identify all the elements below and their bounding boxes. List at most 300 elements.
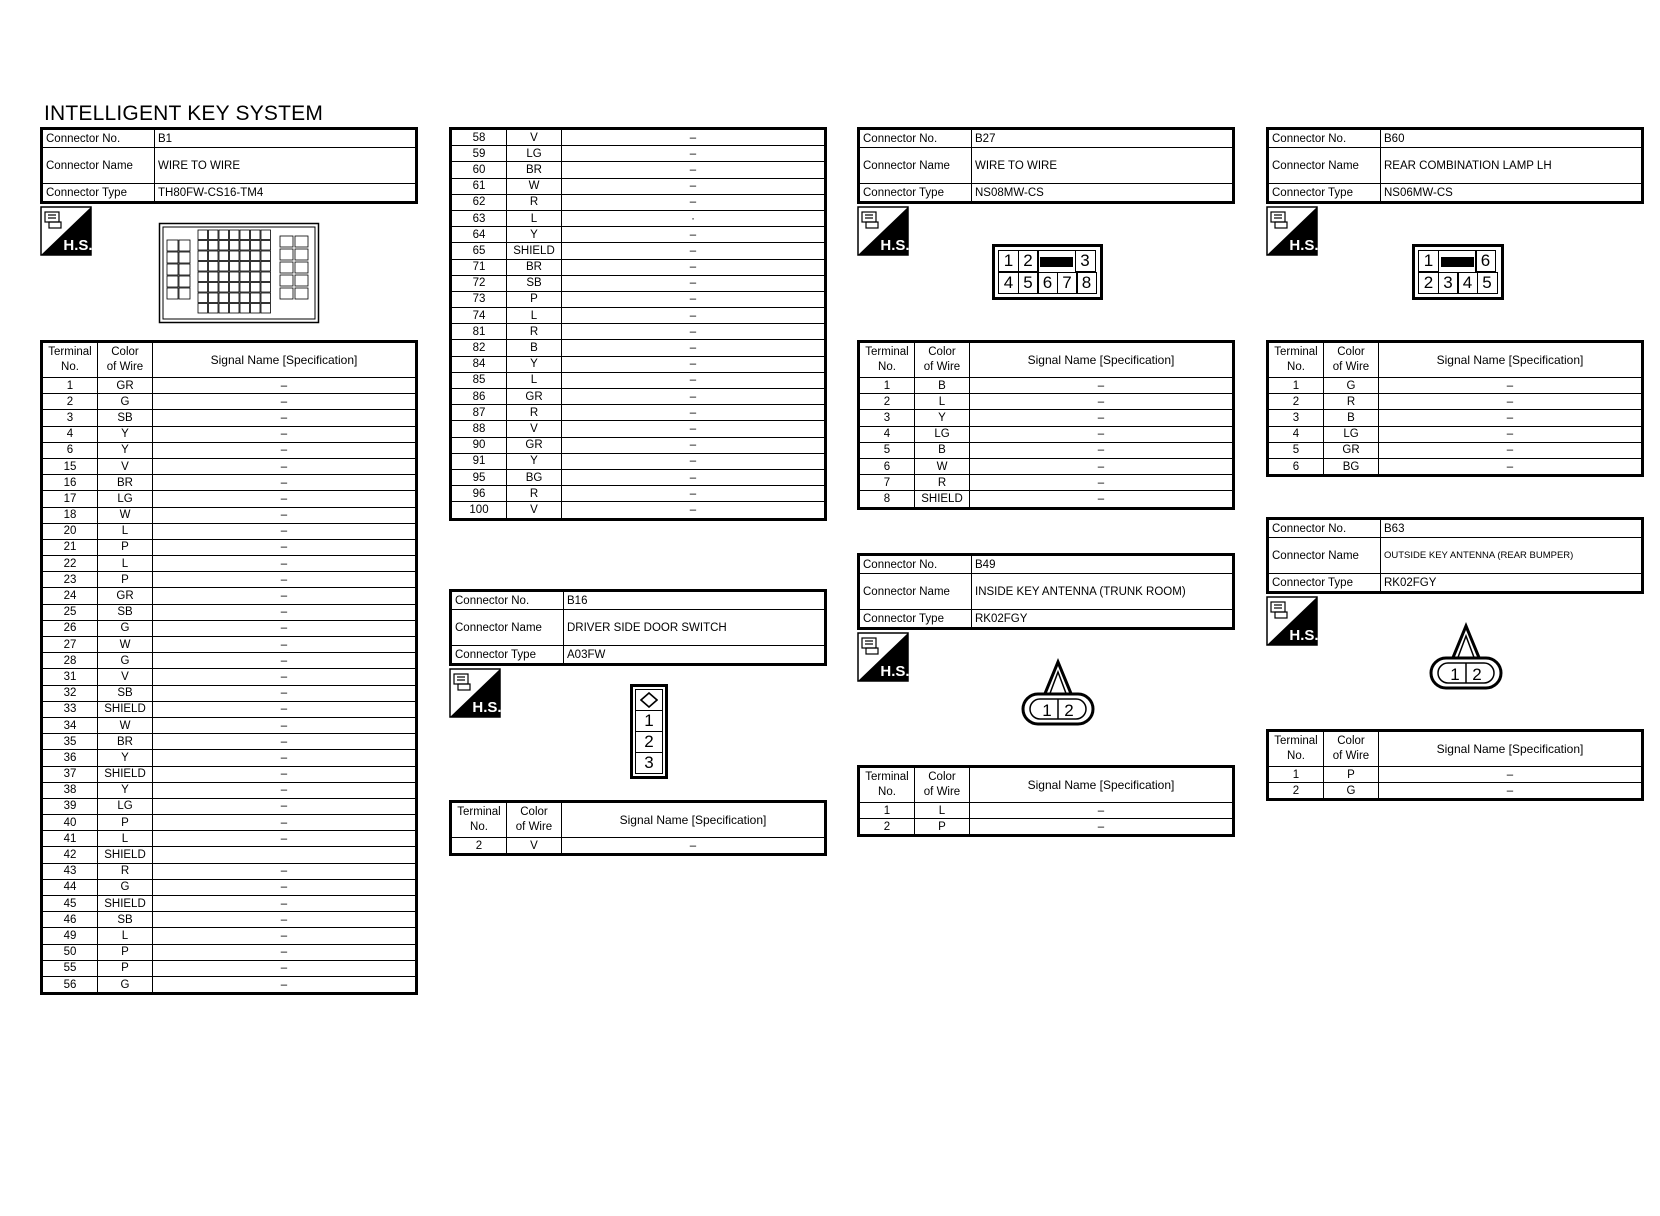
- pin-5: 5: [1018, 272, 1039, 294]
- terminal-no-cell: 59: [451, 146, 507, 162]
- terminal-no-cell: 2: [42, 394, 98, 410]
- signal-name-cell: –: [153, 831, 417, 847]
- table-row: [42, 539, 417, 555]
- table-row: [451, 372, 826, 388]
- wire-color-cell: L: [915, 394, 970, 410]
- terminal-no-cell: 33: [42, 701, 98, 717]
- table-row: [451, 324, 826, 340]
- terminal-no-cell: 63: [451, 210, 507, 226]
- pin-1: 1: [1450, 665, 1460, 684]
- terminal-no-cell: 8: [859, 491, 915, 508]
- table-row: [42, 523, 417, 539]
- table-row: [42, 960, 417, 976]
- table-row: [451, 502, 826, 519]
- connector-b27-panel: [857, 127, 1235, 204]
- signal-name-cell: –: [562, 469, 826, 485]
- connector-no-label: Connector No.: [42, 129, 155, 148]
- connector-type-label: Connector Type: [1268, 184, 1381, 203]
- table-row: [42, 976, 417, 993]
- wire-color-cell: P: [98, 539, 153, 555]
- signal-name-cell: –: [153, 976, 417, 993]
- signal-name-cell: –: [153, 750, 417, 766]
- table-row: [859, 475, 1234, 491]
- connector-info-table: [40, 127, 418, 204]
- pin-2: 2: [1064, 701, 1074, 720]
- connector-no-label: Connector No.: [859, 129, 972, 148]
- wire-color-cell: L: [98, 556, 153, 572]
- harness-side-icon: [1266, 206, 1318, 256]
- terminal-no-cell: 56: [42, 976, 98, 993]
- table-row: [42, 847, 417, 863]
- terminal-no-cell: 49: [42, 928, 98, 944]
- wire-color-cell: W: [915, 458, 970, 474]
- connector-type-label: Connector Type: [42, 184, 155, 203]
- terminal-no-header: Terminal No.: [1268, 731, 1324, 767]
- terminal-no-cell: 55: [42, 960, 98, 976]
- terminal-no-cell: 61: [451, 178, 507, 194]
- signal-name-cell: –: [562, 405, 826, 421]
- signal-name-header: Signal Name [Specification]: [1379, 342, 1643, 378]
- connector-no-value: B63: [1381, 519, 1643, 538]
- table-row: [1268, 410, 1643, 426]
- signal-name-cell: –: [153, 475, 417, 491]
- signal-name-cell: –: [1379, 410, 1643, 426]
- table-row: [42, 604, 417, 620]
- signal-name-cell: –: [153, 539, 417, 555]
- terminal-no-cell: 4: [42, 426, 98, 442]
- signal-name-cell: –: [153, 491, 417, 507]
- table-row: [42, 782, 417, 798]
- wire-color-cell: W: [507, 178, 562, 194]
- table-row: [42, 701, 417, 717]
- table-row: [859, 442, 1234, 458]
- terminal-no-cell: 6: [42, 442, 98, 458]
- connector-b16-panel: [449, 589, 827, 666]
- terminal-no-cell: 1: [1268, 767, 1324, 783]
- wire-color-cell: P: [1324, 767, 1379, 783]
- table-row: [451, 129, 826, 146]
- signal-name-cell: –: [970, 491, 1234, 508]
- wire-color-cell: B: [915, 442, 970, 458]
- wire-color-cell: Y: [507, 356, 562, 372]
- terminal-no-cell: 90: [451, 437, 507, 453]
- signal-name-cell: –: [970, 819, 1234, 836]
- connector-no-value: B1: [155, 129, 417, 148]
- signal-name-cell: –: [153, 523, 417, 539]
- signal-name-cell: –: [153, 798, 417, 814]
- connector-b16-terminal-table-panel: [449, 800, 827, 856]
- harness-side-label: H.S.: [880, 237, 909, 254]
- harness-side-icon: [1266, 596, 1318, 646]
- signal-name-cell: –: [153, 734, 417, 750]
- signal-name-cell: –: [153, 604, 417, 620]
- signal-name-cell: –: [562, 178, 826, 194]
- pin-2: 2: [1418, 272, 1439, 294]
- wire-color-cell: L: [915, 803, 970, 819]
- table-row: [451, 291, 826, 307]
- terminal-no-cell: 82: [451, 340, 507, 356]
- terminal-table: [1266, 729, 1644, 801]
- signal-name-cell: –: [153, 507, 417, 523]
- terminal-no-cell: 3: [42, 410, 98, 426]
- connector-name-label: Connector Name: [859, 574, 972, 610]
- table-row: [42, 588, 417, 604]
- table-row: [42, 458, 417, 474]
- terminal-no-cell: 38: [42, 782, 98, 798]
- terminal-no-cell: 2: [859, 819, 915, 836]
- signal-name-cell: –: [153, 572, 417, 588]
- connector-b27-face-diagram: [992, 244, 1103, 300]
- wire-color-cell: R: [507, 405, 562, 421]
- table-row: [42, 734, 417, 750]
- wire-color-cell: L: [507, 308, 562, 324]
- terminal-no-cell: 3: [1268, 410, 1324, 426]
- wire-color-cell: Y: [915, 410, 970, 426]
- terminal-no-cell: 35: [42, 734, 98, 750]
- wire-color-cell: SB: [98, 604, 153, 620]
- signal-name-cell: –: [153, 879, 417, 895]
- connector-no-label: Connector No.: [1268, 519, 1381, 538]
- wire-color-cell: LG: [98, 491, 153, 507]
- terminal-no-cell: 88: [451, 421, 507, 437]
- connector-b60-terminal-table-panel: [1266, 340, 1644, 477]
- signal-name-cell: –: [562, 453, 826, 469]
- signal-name-cell: –: [153, 815, 417, 831]
- table-row: [42, 863, 417, 879]
- signal-name-cell: –: [1379, 426, 1643, 442]
- signal-name-header: Signal Name [Specification]: [970, 342, 1234, 378]
- wire-color-cell: SB: [507, 275, 562, 291]
- harness-side-icon: [857, 206, 909, 256]
- pin-3: 3: [1438, 272, 1459, 294]
- terminal-no-cell: 74: [451, 308, 507, 324]
- signal-name-cell: –: [153, 669, 417, 685]
- connector-info-table: [857, 127, 1235, 204]
- terminal-no-cell: 23: [42, 572, 98, 588]
- table-row: [42, 426, 417, 442]
- connector-name-value: WIRE TO WIRE: [155, 148, 417, 184]
- table-row: [859, 378, 1234, 394]
- signal-name-cell: –: [153, 378, 417, 394]
- terminal-no-cell: 1: [859, 803, 915, 819]
- connector-type-value: RK02FGY: [972, 610, 1234, 629]
- wire-color-cell: SB: [98, 685, 153, 701]
- terminal-no-cell: 40: [42, 815, 98, 831]
- signal-name-header: Signal Name [Specification]: [153, 342, 417, 378]
- table-row: [42, 879, 417, 895]
- signal-name-cell: ·: [562, 210, 826, 226]
- table-row: [451, 227, 826, 243]
- wire-color-cell: G: [1324, 378, 1379, 394]
- wire-color-cell: Y: [98, 426, 153, 442]
- table-row: [42, 653, 417, 669]
- table-row: [859, 410, 1234, 426]
- signal-name-cell: –: [1379, 458, 1643, 475]
- table-row: [859, 426, 1234, 442]
- pin-6: 6: [1475, 250, 1496, 272]
- connector-type-label: Connector Type: [859, 610, 972, 629]
- harness-side-label: H.S.: [1289, 627, 1318, 644]
- table-row: [42, 556, 417, 572]
- table-row: [42, 717, 417, 733]
- signal-name-cell: –: [1379, 378, 1643, 394]
- connector-no-value: B49: [972, 555, 1234, 574]
- wire-color-cell: GR: [507, 389, 562, 405]
- wire-color-cell: P: [915, 819, 970, 836]
- table-row: [451, 210, 826, 226]
- wire-color-cell: V: [98, 458, 153, 474]
- signal-name-cell: –: [153, 944, 417, 960]
- terminal-no-cell: 50: [42, 944, 98, 960]
- wire-color-cell: V: [507, 129, 562, 146]
- wire-color-cell: SHIELD: [98, 896, 153, 912]
- terminal-no-cell: 39: [42, 798, 98, 814]
- pin-5: 5: [1477, 272, 1498, 294]
- table-row: [42, 815, 417, 831]
- terminal-no-cell: 96: [451, 486, 507, 502]
- terminal-table: [857, 765, 1235, 837]
- wire-color-cell: GR: [98, 378, 153, 394]
- signal-name-cell: –: [562, 194, 826, 210]
- wire-color-cell: P: [507, 291, 562, 307]
- pin-3: 3: [1075, 250, 1096, 272]
- wire-color-cell: GR: [507, 437, 562, 453]
- terminal-no-cell: 20: [42, 523, 98, 539]
- table-row: [859, 819, 1234, 836]
- table-row: [42, 669, 417, 685]
- wire-color-cell: R: [915, 475, 970, 491]
- signal-name-cell: –: [153, 653, 417, 669]
- page-title: INTELLIGENT KEY SYSTEM: [44, 102, 324, 125]
- terminal-table: [1266, 340, 1644, 477]
- signal-name-cell: –: [562, 838, 826, 855]
- terminal-no-cell: 95: [451, 469, 507, 485]
- signal-name-header: Signal Name [Specification]: [1379, 731, 1643, 767]
- signal-name-cell: –: [153, 426, 417, 442]
- connector-b60-face-diagram: [1412, 244, 1504, 300]
- wire-color-cell: B: [915, 378, 970, 394]
- terminal-table: [857, 340, 1235, 510]
- terminal-no-cell: 5: [1268, 442, 1324, 458]
- connector-name-value: INSIDE KEY ANTENNA (TRUNK ROOM): [972, 574, 1234, 610]
- table-row: [42, 394, 417, 410]
- wire-color-cell: SHIELD: [98, 847, 153, 863]
- signal-name-cell: –: [562, 502, 826, 519]
- terminal-no-cell: 71: [451, 259, 507, 275]
- wire-color-cell: LG: [507, 146, 562, 162]
- wire-color-cell: Y: [98, 750, 153, 766]
- connector-info-table: [1266, 127, 1644, 204]
- wire-color-cell: P: [98, 815, 153, 831]
- connector-b60-panel: [1266, 127, 1644, 204]
- wire-color-cell: V: [98, 669, 153, 685]
- terminal-no-cell: 7: [859, 475, 915, 491]
- signal-name-cell: –: [153, 588, 417, 604]
- terminal-no-cell: 60: [451, 162, 507, 178]
- terminal-no-cell: 85: [451, 372, 507, 388]
- table-row: [451, 838, 826, 855]
- connector-name-label: Connector Name: [1268, 538, 1381, 574]
- signal-name-cell: –: [970, 442, 1234, 458]
- table-row: [42, 410, 417, 426]
- pin-2: 2: [1472, 665, 1482, 684]
- terminal-no-cell: 64: [451, 227, 507, 243]
- signal-name-cell: –: [562, 129, 826, 146]
- terminal-no-cell: 44: [42, 879, 98, 895]
- pin-1: 1: [1042, 701, 1052, 720]
- terminal-no-cell: 84: [451, 356, 507, 372]
- terminal-no-header: Terminal No.: [451, 802, 507, 838]
- terminal-no-cell: 21: [42, 539, 98, 555]
- color-of-wire-header: Color of Wire: [915, 342, 970, 378]
- signal-name-cell: –: [970, 410, 1234, 426]
- terminal-no-cell: 4: [1268, 426, 1324, 442]
- signal-name-cell: –: [970, 458, 1234, 474]
- table-row: [451, 421, 826, 437]
- wire-color-cell: BG: [1324, 458, 1379, 475]
- terminal-no-cell: 18: [42, 507, 98, 523]
- terminal-no-header: Terminal No.: [859, 342, 915, 378]
- signal-name-cell: –: [153, 928, 417, 944]
- terminal-no-cell: 73: [451, 291, 507, 307]
- terminal-no-cell: 2: [1268, 783, 1324, 800]
- terminal-no-cell: 2: [859, 394, 915, 410]
- wire-color-cell: V: [507, 421, 562, 437]
- pin-2: 2: [635, 732, 663, 753]
- wire-color-cell: G: [98, 653, 153, 669]
- connector-type-label: Connector Type: [859, 184, 972, 203]
- connector-no-label: Connector No.: [1268, 129, 1381, 148]
- table-row: [42, 896, 417, 912]
- color-of-wire-header: Color of Wire: [98, 342, 153, 378]
- color-of-wire-header: Color of Wire: [1324, 731, 1379, 767]
- table-row: [42, 475, 417, 491]
- table-row: [451, 469, 826, 485]
- terminal-no-header: Terminal No.: [42, 342, 98, 378]
- signal-name-cell: [153, 847, 417, 863]
- terminal-no-cell: 46: [42, 912, 98, 928]
- wire-color-cell: SHIELD: [98, 701, 153, 717]
- pin-2: 2: [1018, 250, 1039, 272]
- wire-color-cell: LG: [915, 426, 970, 442]
- connector-no-value: B60: [1381, 129, 1643, 148]
- wire-color-cell: R: [98, 863, 153, 879]
- signal-name-cell: –: [562, 259, 826, 275]
- signal-name-cell: –: [153, 896, 417, 912]
- terminal-no-cell: 6: [1268, 458, 1324, 475]
- locking-tab: [1438, 250, 1477, 273]
- signal-name-cell: –: [562, 356, 826, 372]
- terminal-no-cell: 6: [859, 458, 915, 474]
- wire-color-cell: R: [507, 324, 562, 340]
- terminal-table: [449, 800, 827, 856]
- terminal-no-cell: 3: [859, 410, 915, 426]
- connector-no-label: Connector No.: [451, 591, 564, 610]
- terminal-no-cell: 28: [42, 653, 98, 669]
- terminal-no-cell: 32: [42, 685, 98, 701]
- wire-color-cell: W: [98, 507, 153, 523]
- pin-1: 1: [635, 711, 663, 732]
- terminal-no-cell: 34: [42, 717, 98, 733]
- table-row: [42, 928, 417, 944]
- signal-name-cell: –: [970, 475, 1234, 491]
- connector-no-value: B27: [972, 129, 1234, 148]
- signal-name-cell: –: [153, 960, 417, 976]
- connector-b1-panel: [40, 127, 418, 204]
- terminal-no-cell: 87: [451, 405, 507, 421]
- wire-color-cell: G: [98, 879, 153, 895]
- table-row: [859, 394, 1234, 410]
- wire-color-cell: W: [98, 717, 153, 733]
- table-row: [42, 912, 417, 928]
- table-row: [42, 442, 417, 458]
- wire-color-cell: G: [1324, 783, 1379, 800]
- wire-color-cell: B: [1324, 410, 1379, 426]
- pin-8: 8: [1076, 272, 1097, 294]
- terminal-no-cell: 25: [42, 604, 98, 620]
- signal-name-cell: –: [970, 378, 1234, 394]
- connector-no-label: Connector No.: [859, 555, 972, 574]
- signal-name-cell: –: [153, 912, 417, 928]
- connector-name-value: OUTSIDE KEY ANTENNA (REAR BUMPER): [1381, 538, 1643, 574]
- signal-name-cell: –: [153, 410, 417, 426]
- wire-color-cell: G: [98, 976, 153, 993]
- signal-name-cell: –: [153, 863, 417, 879]
- wire-color-cell: SB: [98, 410, 153, 426]
- table-row: [42, 507, 417, 523]
- wire-color-cell: BG: [507, 469, 562, 485]
- signal-name-cell: –: [1379, 394, 1643, 410]
- wire-color-cell: BR: [507, 162, 562, 178]
- pin-3: 3: [635, 753, 663, 774]
- table-row: [42, 491, 417, 507]
- terminal-no-cell: 65: [451, 243, 507, 259]
- wire-color-cell: SB: [98, 912, 153, 928]
- table-row: [42, 637, 417, 653]
- table-row: [42, 766, 417, 782]
- terminal-no-cell: 100: [451, 502, 507, 519]
- table-row: [1268, 394, 1643, 410]
- table-row: [451, 405, 826, 421]
- table-row: [42, 798, 417, 814]
- terminal-no-cell: 62: [451, 194, 507, 210]
- signal-name-header: Signal Name [Specification]: [970, 767, 1234, 803]
- connector-type-label: Connector Type: [451, 646, 564, 665]
- terminal-no-cell: 86: [451, 389, 507, 405]
- table-row: [451, 146, 826, 162]
- harness-side-label: H.S.: [1289, 237, 1318, 254]
- locking-tab: [1037, 250, 1076, 273]
- wire-color-cell: SHIELD: [507, 243, 562, 259]
- signal-name-cell: –: [153, 717, 417, 733]
- connector-type-value: RK02FGY: [1381, 574, 1643, 593]
- signal-name-cell: –: [1379, 783, 1643, 800]
- table-row: [1268, 378, 1643, 394]
- signal-name-cell: –: [153, 442, 417, 458]
- table-row: [42, 750, 417, 766]
- connector-name-label: Connector Name: [1268, 148, 1381, 184]
- signal-name-cell: –: [562, 275, 826, 291]
- signal-name-cell: –: [562, 162, 826, 178]
- connector-b1-face-diagram: [158, 222, 320, 331]
- connector-b63-face-diagram: [1428, 622, 1504, 697]
- terminal-no-cell: 37: [42, 766, 98, 782]
- terminal-no-cell: 4: [859, 426, 915, 442]
- signal-name-cell: –: [153, 701, 417, 717]
- table-row: [451, 453, 826, 469]
- terminal-no-cell: 24: [42, 588, 98, 604]
- connector-b49-panel: [857, 553, 1235, 630]
